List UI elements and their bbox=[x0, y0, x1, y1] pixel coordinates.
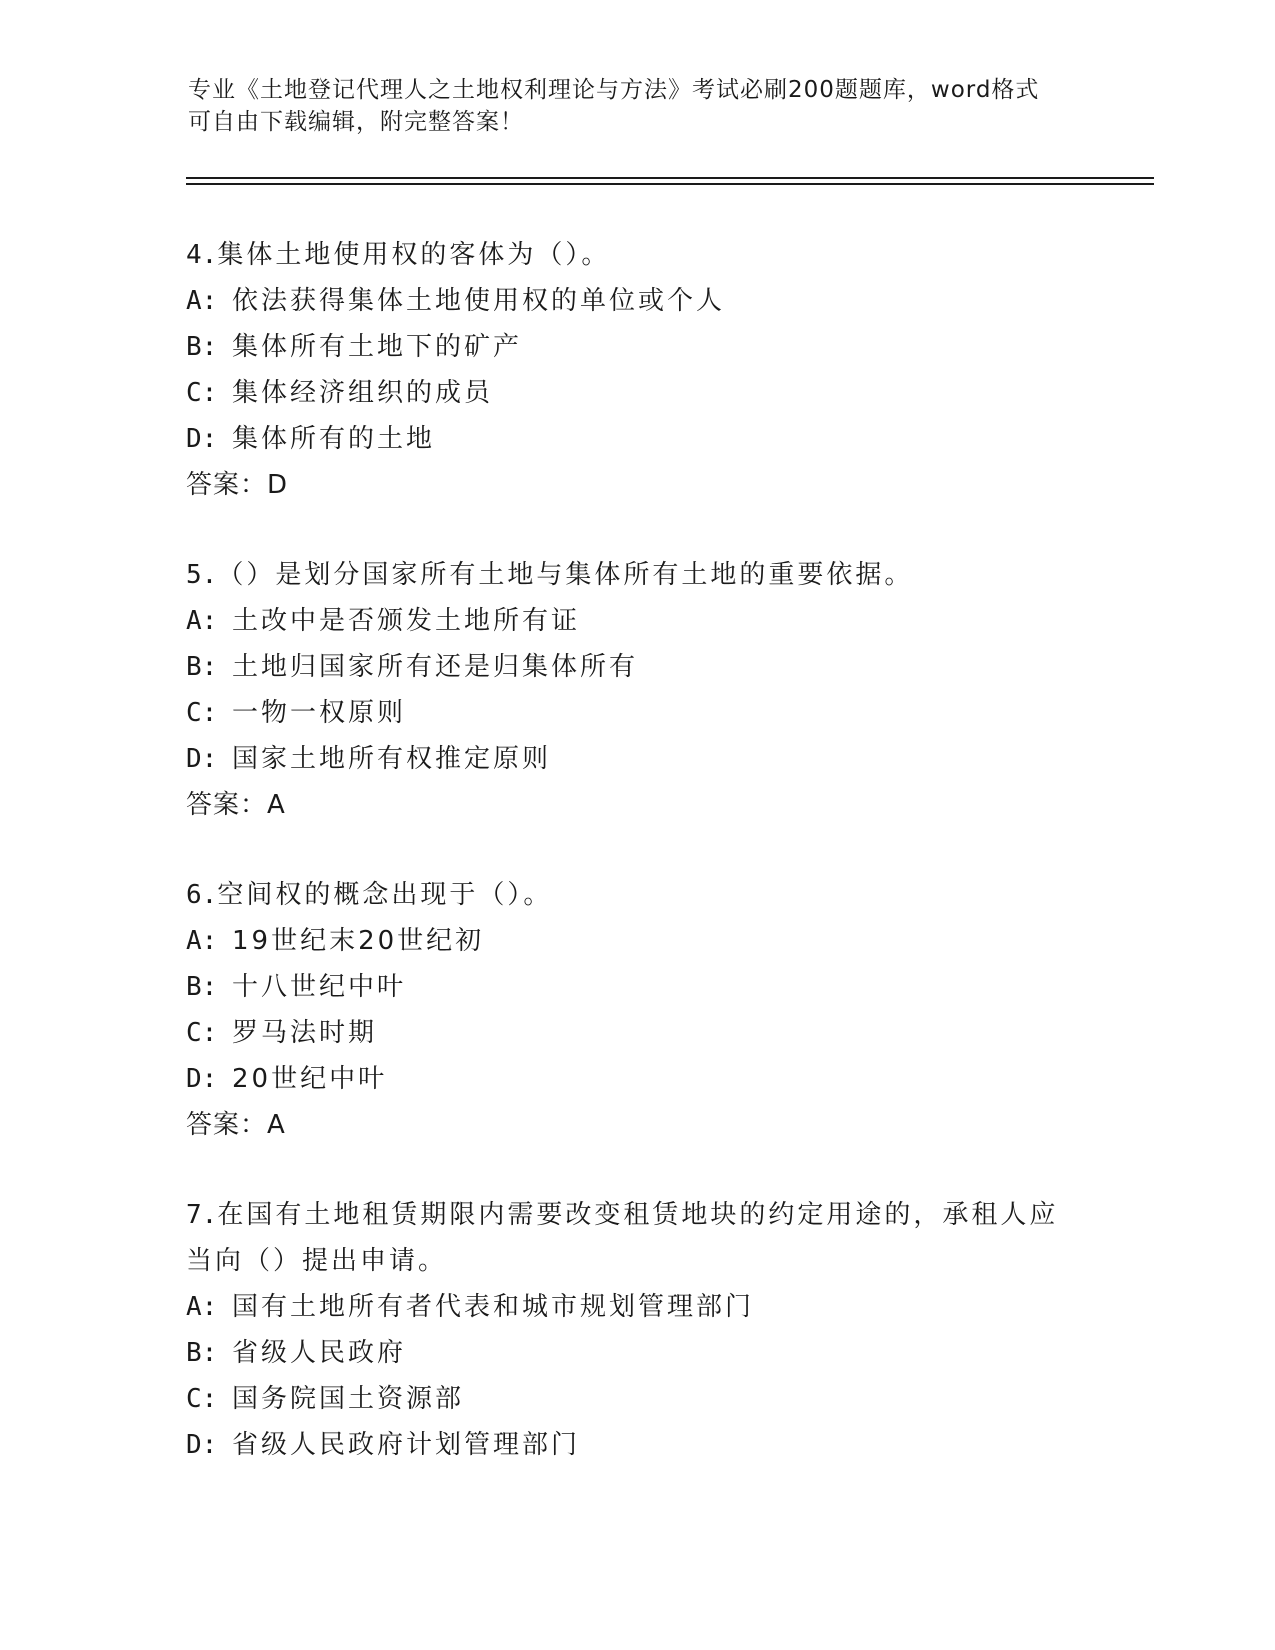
document-header bbox=[188, 74, 1068, 138]
option-text: 国家土地所有权推定原则 bbox=[232, 744, 552, 774]
header-line-1: 专业《土地登记代理人之土地权利理论与方法》考试必刷200题题库，word格式 bbox=[188, 77, 1040, 103]
option-text: 国有土地所有者代表和城市规划管理部门 bbox=[232, 1292, 755, 1322]
option-b bbox=[186, 964, 1086, 1010]
option-text: 集体所有的土地 bbox=[232, 424, 436, 454]
option-text: 罗马法时期 bbox=[232, 1018, 378, 1048]
option-label: B: bbox=[186, 652, 218, 682]
option-c bbox=[186, 690, 1086, 736]
question-stem bbox=[186, 232, 1086, 278]
option-a bbox=[186, 598, 1086, 644]
question-stem bbox=[186, 1192, 1086, 1238]
question-number: 6. bbox=[186, 880, 218, 910]
option-label: D: bbox=[186, 1064, 218, 1094]
question-4 bbox=[186, 232, 1086, 508]
option-text: 19世纪末20世纪初 bbox=[232, 926, 485, 956]
question-text: 在国有土地租赁期限内需要改变租赁地块的约定用途的，承租人应 bbox=[217, 1200, 1059, 1230]
option-text: 国务院国土资源部 bbox=[232, 1384, 465, 1414]
option-label: A: bbox=[186, 926, 218, 956]
question-number: 7. bbox=[186, 1200, 218, 1230]
question-number: 5. bbox=[186, 560, 218, 590]
option-d bbox=[186, 1056, 1086, 1102]
question-6 bbox=[186, 872, 1086, 1148]
option-text: 省级人民政府计划管理部门 bbox=[232, 1430, 581, 1460]
header-line-2: 可自由下载编辑，附完整答案！ bbox=[188, 109, 524, 135]
option-label: C: bbox=[186, 698, 218, 728]
option-label: B: bbox=[186, 332, 218, 362]
option-label: A: bbox=[186, 1292, 218, 1322]
option-d bbox=[186, 736, 1086, 782]
option-c bbox=[186, 1376, 1086, 1422]
option-a bbox=[186, 278, 1086, 324]
question-text: （）是划分国家所有土地与集体所有土地的重要依据。 bbox=[217, 560, 914, 590]
question-number: 4. bbox=[186, 240, 218, 270]
option-text: 集体经济组织的成员 bbox=[232, 378, 494, 408]
question-5 bbox=[186, 552, 1086, 828]
question-stem-continued: 当向（）提出申请。 bbox=[186, 1246, 448, 1276]
option-text: 集体所有土地下的矿产 bbox=[232, 332, 523, 362]
option-c bbox=[186, 1010, 1086, 1056]
question-7 bbox=[186, 1192, 1086, 1468]
option-d bbox=[186, 416, 1086, 462]
header-divider-top bbox=[186, 177, 1154, 179]
option-label: A: bbox=[186, 606, 218, 636]
option-label: D: bbox=[186, 744, 218, 774]
question-stem bbox=[186, 552, 1086, 598]
question-text: 集体土地使用权的客体为（）。 bbox=[217, 240, 611, 270]
option-label: C: bbox=[186, 378, 218, 408]
option-label: C: bbox=[186, 1384, 218, 1414]
option-b bbox=[186, 1330, 1086, 1376]
option-text: 一物一权原则 bbox=[232, 698, 407, 728]
option-text: 十八世纪中叶 bbox=[232, 972, 407, 1002]
option-label: B: bbox=[186, 1338, 218, 1368]
option-b bbox=[186, 644, 1086, 690]
option-label: A: bbox=[186, 286, 218, 316]
option-b bbox=[186, 324, 1086, 370]
option-text: 依法获得集体土地使用权的单位或个人 bbox=[232, 286, 726, 316]
option-text: 省级人民政府 bbox=[232, 1338, 407, 1368]
option-c bbox=[186, 370, 1086, 416]
option-d bbox=[186, 1422, 1086, 1468]
header-divider-bottom bbox=[186, 183, 1154, 185]
option-label: D: bbox=[186, 1430, 218, 1460]
option-text: 20世纪中叶 bbox=[232, 1064, 388, 1094]
option-text: 土地归国家所有还是归集体所有 bbox=[232, 652, 639, 682]
option-text: 土改中是否颁发土地所有证 bbox=[232, 606, 581, 636]
option-label: B: bbox=[186, 972, 218, 1002]
option-a bbox=[186, 1284, 1086, 1330]
question-text: 空间权的概念出现于（）。 bbox=[217, 880, 553, 910]
answer: 答案：A bbox=[186, 1110, 286, 1140]
option-label: D: bbox=[186, 424, 218, 454]
option-label: C: bbox=[186, 1018, 218, 1048]
answer: 答案：D bbox=[186, 470, 289, 500]
question-stem bbox=[186, 872, 1086, 918]
answer: 答案：A bbox=[186, 790, 286, 820]
option-a bbox=[186, 918, 1086, 964]
